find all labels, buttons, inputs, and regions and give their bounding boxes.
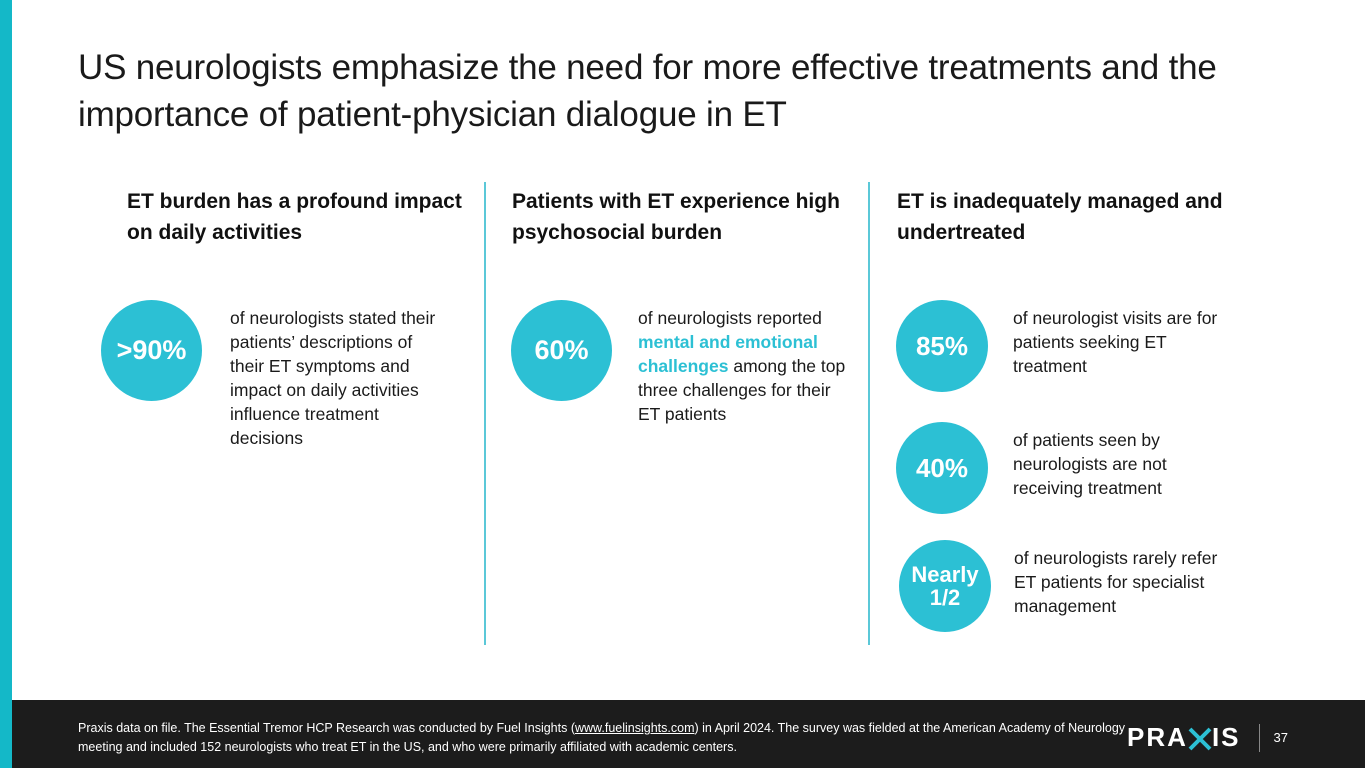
stat-block-5 <box>899 540 1259 632</box>
stat-3-value: 85% <box>915 330 969 361</box>
stat-5-circle <box>899 540 991 632</box>
stat-4-circle <box>896 422 988 514</box>
stat-4-text: of patients seen by neurologists are not receiving treatment <box>1013 430 1167 498</box>
footer-text-after: ) in April 2024. The survey was fielded at the American Academy of Neurology meeting and included 152 neurologists who treat ET in the US, and who were primarily affiliated with academic centers. <box>78 721 1126 754</box>
footer-text-before: Praxis data on file. The Essential Tremor HCP Research was conducted by Fuel Insights ( <box>78 721 575 735</box>
column-1-heading: ET burden has a profound impact on daily activities <box>127 190 462 244</box>
footer-accent-bar <box>0 700 12 768</box>
stat-1-value: >90% <box>116 335 187 365</box>
logo-text-pra: PRA <box>1127 722 1188 752</box>
logo-x-icon <box>1188 725 1212 751</box>
footer-source-note <box>78 719 1138 757</box>
stat-block-4 <box>896 422 1256 514</box>
column-1 <box>127 186 467 248</box>
stat-2-text-before: of neurologists reported <box>638 308 822 328</box>
stat-5-value-line1: Nearly <box>911 561 979 587</box>
stat-2-text-highlight: mental and emotional challenges <box>638 332 818 376</box>
stat-3-text: of neurologist visits are for patients seeking ET treatment <box>1013 308 1218 376</box>
stat-2-text <box>638 306 856 426</box>
column-3-heading: ET is inadequately managed and undertreated <box>897 190 1223 244</box>
page-title: US neurologists emphasize the need for more effective treatments and the importance of patient-physician dialogue in ET <box>78 48 1217 134</box>
praxis-logo <box>1127 722 1288 753</box>
accent-bar-left <box>0 0 12 768</box>
stat-2-value: 60% <box>534 335 589 365</box>
column-divider-1 <box>484 182 486 645</box>
stat-2-circle <box>511 300 612 401</box>
stat-5-text: of neurologists rarely refer ET patients for specialist management <box>1014 548 1218 616</box>
logo-divider <box>1259 724 1260 752</box>
stat-5-value-line2: 1/2 <box>929 585 961 610</box>
logo-wordmark <box>1127 722 1240 753</box>
column-2-heading: Patients with ET experience high psychosocial burden <box>512 190 840 244</box>
column-divider-2 <box>868 182 870 645</box>
stat-1-text: of neurologists stated their patients’ descriptions of their ET symptoms and impact on daily activities influence treatment decisions <box>230 308 436 448</box>
stat-1-circle <box>101 300 202 401</box>
stat-2-text-after: among the top three challenges for their ET patients <box>638 356 846 424</box>
page-number: 37 <box>1273 730 1288 745</box>
logo-text-is: IS <box>1211 722 1241 752</box>
column-3 <box>897 186 1247 248</box>
column-2 <box>512 186 857 248</box>
stat-block-3 <box>896 300 1256 392</box>
stat-block-2 <box>511 300 861 426</box>
stat-4-value: 40% <box>915 452 969 483</box>
stat-block-1 <box>101 300 451 450</box>
stat-3-circle <box>896 300 988 392</box>
fuel-insights-link[interactable]: www.fuelinsights.com <box>575 721 695 735</box>
